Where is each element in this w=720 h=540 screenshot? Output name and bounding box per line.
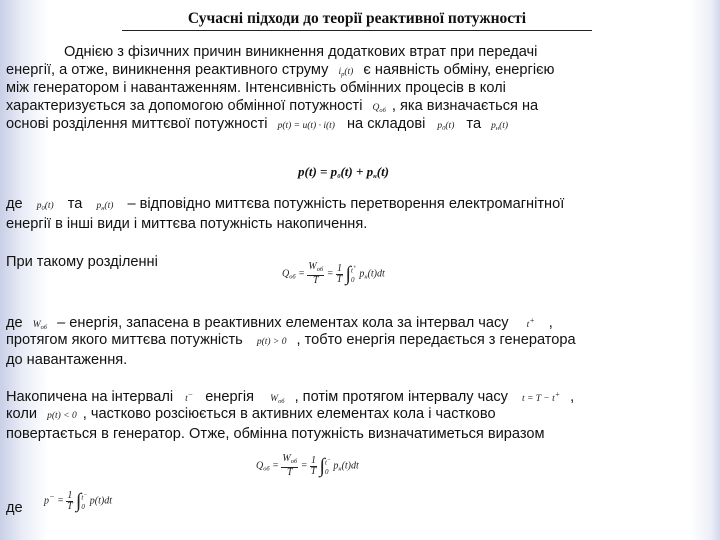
- formula-pnt: $p_н(t)$: [491, 121, 509, 132]
- formula-wob: $W_{об}$: [32, 320, 48, 332]
- para3-line1: При такому розділенні: [6, 254, 158, 270]
- para1-line4: характеризується за допомогою обмінної потужності $Q_{об}$ , яка визначається на: [6, 98, 539, 114]
- formula-qob-integral-2: $Q_{об}$ = $\frac{W_{об}}{T}$ = $\frac{1}{T}$ ∫ t− 0 $p_н(t)dt$: [256, 453, 359, 478]
- slide-title: Сучасні підходи до теорії реактивної потужності: [122, 8, 592, 31]
- para4-line1: де $W_{об}$ – енергія, запасена в реактивних елементах кола за інтервал часу t+ ,: [6, 315, 553, 332]
- formula-p0t: $p_0(t)$: [437, 121, 455, 132]
- formula-tplus: t+: [526, 316, 535, 331]
- formula-qob-integral: $Q_{об}$ = $\frac{W_{об}}{T}$ = $\frac{1}{T}$ ∫ t+ 0 $p_н(t)dt$: [282, 261, 385, 286]
- formula-qob: $Q_{об}$: [372, 103, 386, 114]
- para4-line2: протягом якого миттєва потужність p(t) > 0 , тобто енергія передається з генератора: [6, 332, 576, 348]
- para5-line3: повертається в генератор. Отже, обмінна потужність визначатиметься виразом: [6, 426, 545, 442]
- para6-line1: де: [6, 500, 23, 516]
- formula-pt-neg: p(t) < 0: [47, 411, 77, 421]
- para4-line3: до навантаження.: [6, 352, 128, 368]
- formula-ip: $i_р(t)$: [338, 67, 354, 78]
- para2-line1: де $p_0(t)$ та $p_н(t)$ – відповідно миттєва потужність перетворення електромагнітної: [6, 196, 565, 212]
- formula-t-interval: t = T − t+: [522, 390, 561, 405]
- formula-pt-pos: p(t) > 0: [256, 337, 287, 347]
- para1-line3: між генератором і навантаженням. Інтенсивність обмінних процесів в колі: [6, 80, 506, 96]
- para1-line2: енергії, а отже, виникнення реактивного струму $i_р(t)$ є наявність обміну, енергією: [6, 62, 555, 78]
- para2-line2: енергії в інші види і миттєва потужність накопичення.: [6, 216, 368, 232]
- para5-line1: Накопичена на інтервалі t− енергія $W_{об}$ , потім протягом інтервалу часу t = T − t+ ,: [6, 389, 575, 406]
- equation-power-split: $p(t) = p_0(t) + p_н(t)$: [298, 164, 390, 180]
- formula-p0t-2: $p_0(t)$: [36, 201, 54, 212]
- formula-tminus: t−: [185, 390, 194, 405]
- para5-line2: коли p(t) < 0 , частково розсіюється в активних елементах кола і частково: [6, 406, 496, 422]
- para1-line5: основі розділення миттєвої потужності p(t) = u(t) · i(t) на складові $p_0(t)$ та $p_н(t)$: [6, 116, 706, 138]
- para1-line1: Однією з фізичних причин виникнення додаткових втрат при передачі: [64, 44, 538, 60]
- formula-wob-2: $W_{об}$: [270, 394, 285, 406]
- formula-pnt-2: $p_н(t)$: [96, 201, 114, 212]
- formula-pminus: p− = $\frac{1}{T}$ ∫ t− 0 p(t)dt: [44, 489, 112, 513]
- formula-pt-def: p(t) = u(t) · i(t): [277, 121, 335, 131]
